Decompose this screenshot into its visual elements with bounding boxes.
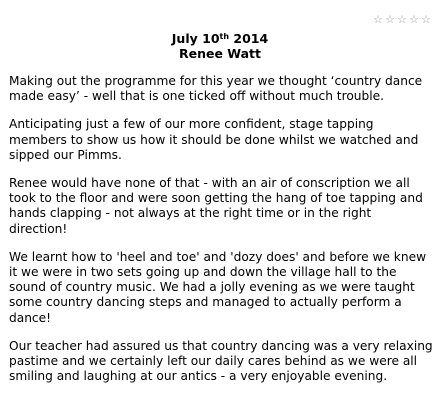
article-body bbox=[9, 74, 433, 397]
paragraph: Anticipating just a few of our more confident, stage tapping members to show us how it should be done whilst we watched and sipped our Pimms. bbox=[9, 117, 419, 162]
star-rating bbox=[372, 14, 432, 25]
date-day: July 10 bbox=[171, 31, 220, 46]
paragraph: We learnt how to 'heel and toe' and 'dozy does' and before we knew it we were in two sets going up and down the village hall to the sound of country music. We had a jolly evening as we were taught some country dancing steps and managed to actually perform a dance! bbox=[9, 249, 427, 325]
star-icon: ☆ bbox=[397, 13, 407, 26]
article-date bbox=[0, 31, 440, 46]
star-icon: ☆ bbox=[385, 13, 395, 26]
star-icon: ☆ bbox=[373, 13, 383, 26]
paragraph: Our teacher had assured us that country dancing was a very relaxing pastime and we certainly left our daily cares behind as we were all smiling and laughing at our antics - a very enjoyable evening. bbox=[9, 338, 433, 384]
paragraph: Making out the programme for this year we thought ‘country dance made easy’ - well that is one ticked off without much trouble. bbox=[9, 74, 423, 104]
star-icon: ☆ bbox=[409, 13, 419, 26]
article-header bbox=[0, 31, 440, 61]
date-year: 2014 bbox=[229, 31, 269, 46]
paragraph: Renee would have none of that - with an air of conscription we all took to the floor and were soon getting the hang of toe tapping and hands clapping - not always at the right time or in the right direction! bbox=[9, 176, 423, 236]
star-icon: ☆ bbox=[421, 13, 431, 26]
date-suffix: th bbox=[219, 32, 230, 41]
article-author: Renee Watt bbox=[178, 46, 262, 61]
